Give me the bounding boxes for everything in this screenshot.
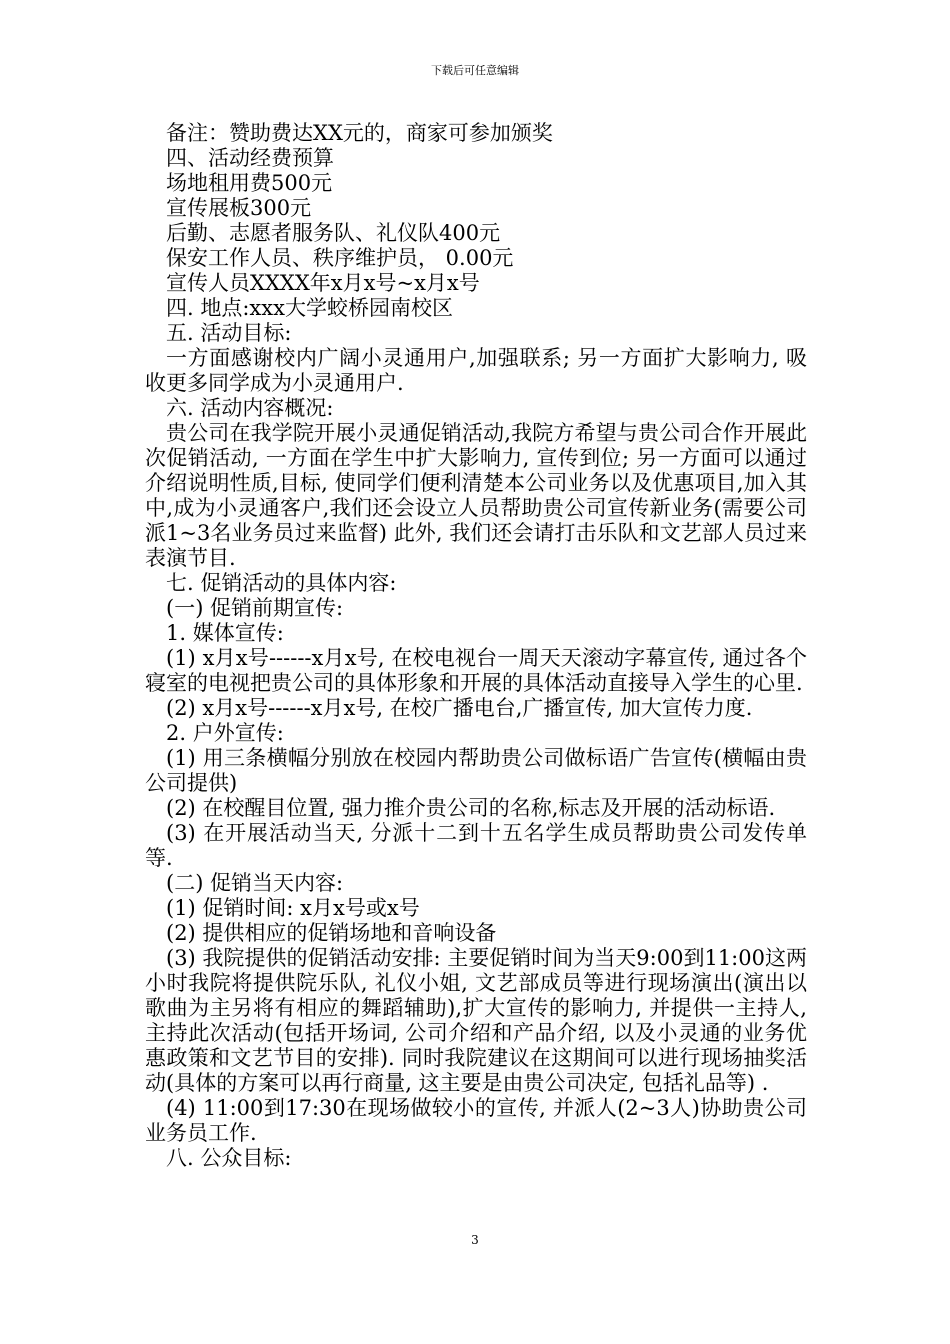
subsection-heading: (二) 促销当天内容: — [166, 871, 344, 895]
section-heading: 四. 地点:xxx大学蛟桥园南校区 — [166, 296, 453, 320]
list-item: (3) 在开展活动当天, 分派十二到十五名学生成员帮助贵公司发传单等. — [145, 821, 807, 870]
subsection-heading: 1. 媒体宣传: — [166, 621, 284, 645]
list-item: (4) 11:00到17:30在现场做较小的宣传, 并派人(2~3人)协助贵公司业务员工作. — [145, 1096, 807, 1145]
paragraph: 贵公司在我学院开展小灵通促销活动,我院方希望与贵公司合作开展此次促销活动, 一方面在学生中扩大影响力, 宣传到位; 另一方面可以通过介绍说明性质,目标, 使同学们便利清楚本公司业务以及优惠项目,加入其中,成为小灵通客户,我们还会设立人员帮助贵公司宣传新业务(需要公司派1~3名业务员过来监督) 此外, 我们还会请打击乐队和文艺部人员过来表演节目. — [145, 421, 807, 570]
budget-item: 场地租用费500元 — [166, 171, 333, 195]
section-heading: 四、活动经费预算 — [166, 146, 334, 170]
paragraph: 备注：赞助费达XX元的，商家可参加颁奖 — [166, 121, 553, 145]
section-heading: 八. 公众目标: — [166, 1146, 292, 1170]
list-item: (1) 用三条横幅分别放在校园内帮助贵公司做标语广告宣传(横幅由贵公司提供) — [145, 746, 807, 795]
paragraph: 一方面感谢校内广阔小灵通用户,加强联系; 另一方面扩大影响力, 吸收更多同学成为小灵通用户. — [145, 346, 807, 395]
section-heading: 六. 活动内容概况: — [166, 396, 334, 420]
subsection-heading: (一) 促销前期宣传: — [166, 596, 344, 620]
list-item: (3) 我院提供的促销活动安排: 主要促销时间为当天9:00到11:00这两小时我院将提供院乐队, 礼仪小姐, 文艺部成员等进行现场演出(演出以歌曲为主另将有相应的舞蹈辅助),扩大宣传的影响力, 并提供一主持人, 主持此次活动(包括开场词, 公司介绍和产品介绍, 以及小灵通的业务优惠政策和文艺节目的安排). 同时我院建议在这期间可以进行现场抽奖活动(具体的方案可以再行商量, 这主要是由贵公司决定, 包括礼品等) . — [145, 946, 807, 1095]
list-item: (1) x月x号------x月x号, 在校电视台一周天天滚动字幕宣传, 通过各个寝室的电视把贵公司的具体形象和开展的具体活动直接导入学生的心里. — [145, 646, 807, 695]
document-body — [145, 121, 807, 1171]
budget-item: 宣传人员XXXX年x月x号~x月x号 — [166, 271, 480, 295]
section-heading: 五. 活动目标: — [166, 321, 292, 345]
list-item: (2) 提供相应的促销场地和音响设备 — [166, 921, 497, 945]
budget-item: 保安工作人员、秩序维护员， 0.00元 — [166, 246, 514, 270]
subsection-heading: 2. 户外宣传: — [166, 721, 284, 745]
budget-item: 宣传展板300元 — [166, 196, 312, 220]
list-item: (1) 促销时间: x月x号或x号 — [166, 896, 420, 920]
section-heading: 七. 促销活动的具体内容: — [166, 571, 397, 595]
list-item: (2) x月x号------x月x号, 在校广播电台,广播宣传, 加大宣传力度. — [166, 696, 753, 720]
list-item: (2) 在校醒目位置, 强力推介贵公司的名称,标志及开展的活动标语. — [166, 796, 776, 820]
page-header: 下载后可任意编辑 — [431, 64, 519, 77]
budget-item: 后勤、志愿者服务队、礼仪队400元 — [166, 221, 501, 245]
page-number: 3 — [471, 1233, 479, 1247]
